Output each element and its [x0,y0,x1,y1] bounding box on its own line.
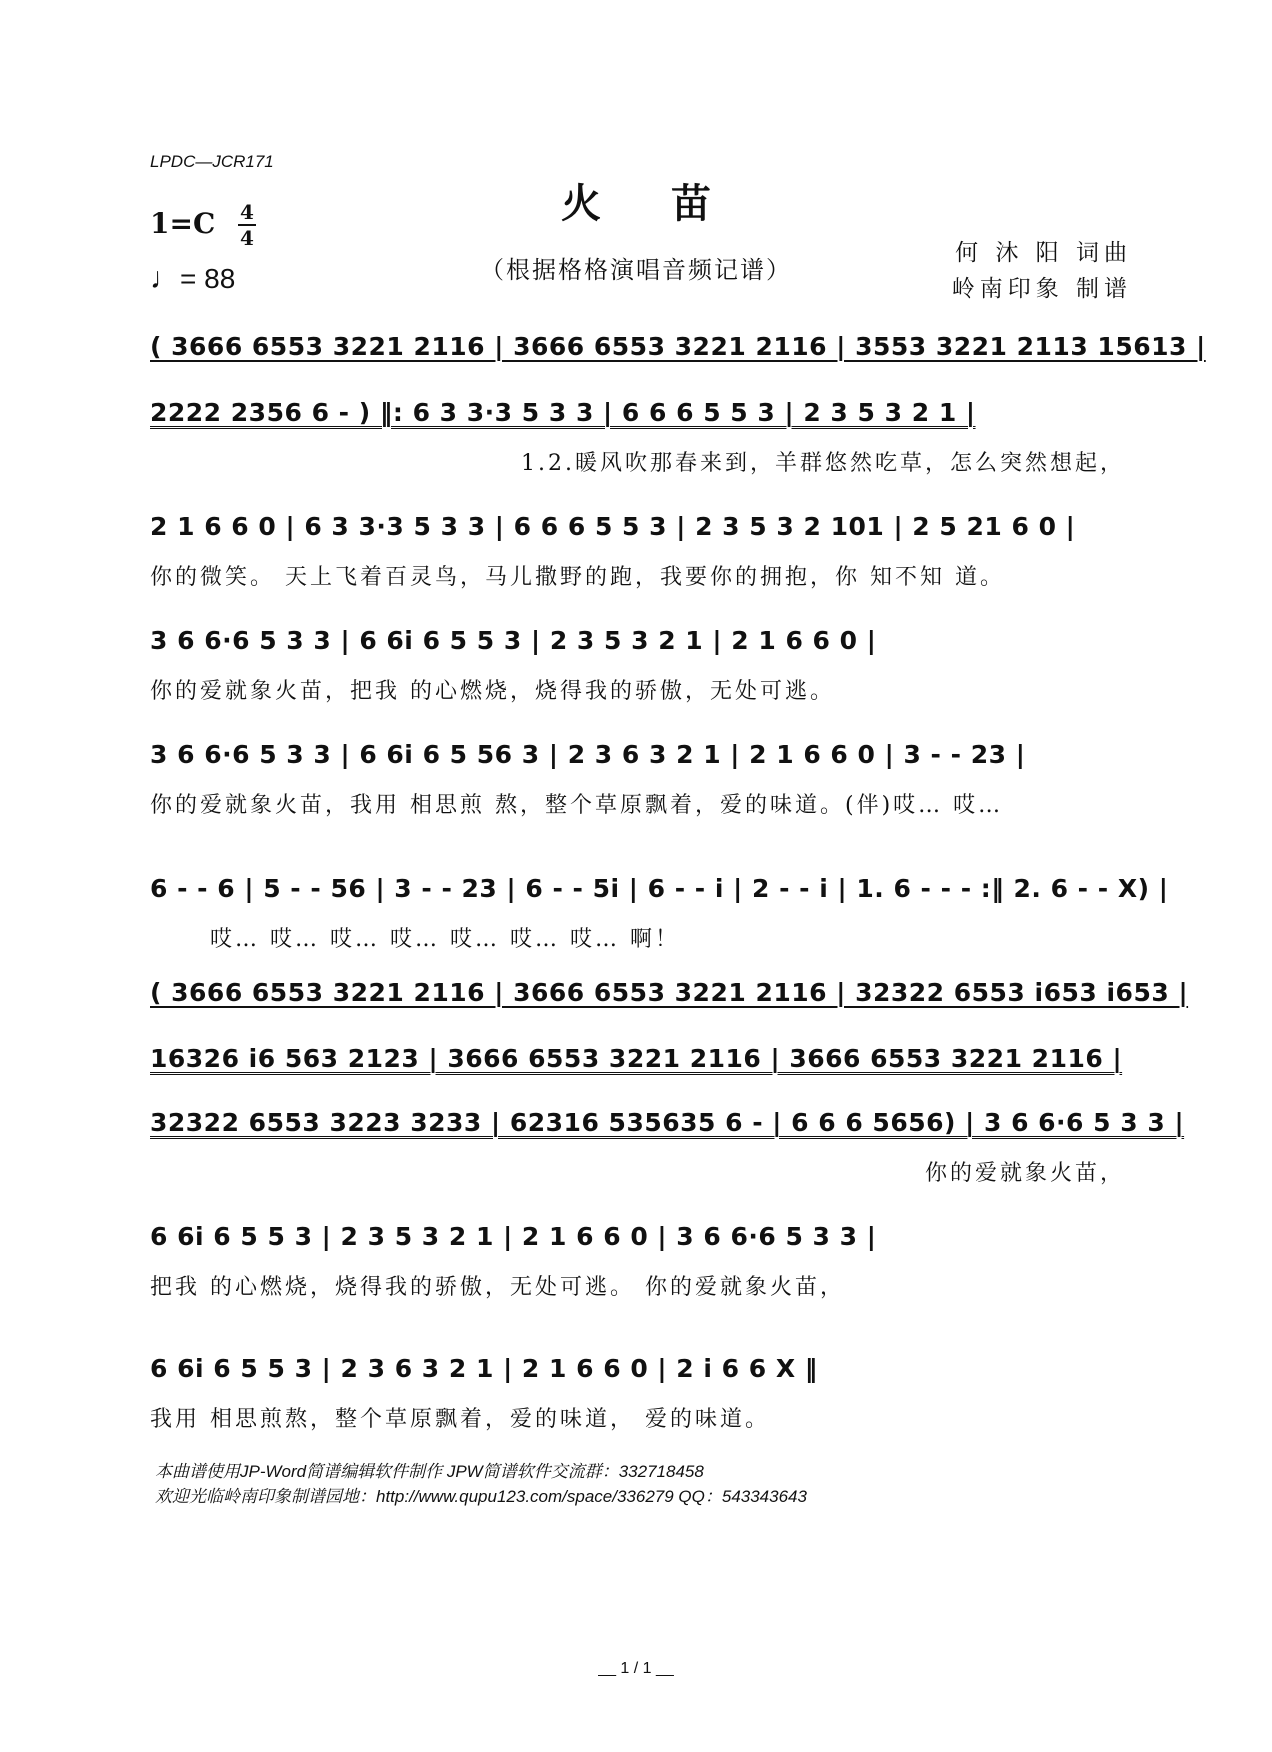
time-denominator: 4 [240,226,254,250]
score-code: LPDC—JCR171 [150,152,274,171]
score-row-3: 2 1 6 6 0 | 6 3 3·3 5 3 3 | 6 6 6 5 5 3 | 2 3 5 3 2 101 | 2 5 21 6 0 | [150,512,1076,541]
footer-software-note: 本曲谱使用JP-Word简谱编辑软件制作 JPW简谱软件交流群：332718458 [155,1462,704,1481]
tempo-marking [150,262,235,296]
score-row-11: 6 6i 6 5 5 3 | 2 3 6 3 2 1 | 2 1 6 6 0 | 2 i 6 6 X ‖ [150,1354,818,1383]
score-row-8: 16326 i6 563 2123 | 3666 6553 3221 2116 | 3666 6553 3221 2116 | [150,1044,1123,1073]
composer-credit: 何 沐 阳 词曲 [955,240,1132,266]
score-row-9: 32322 6553 3223 3233 | 62316 535635 6 - | 6 6 6 5656) | 3 6 6·6 5 3 3 | [150,1108,1185,1137]
score-row-4: 3 6 6·6 5 3 3 | 6 6i 6 5 5 3 | 2 3 5 3 2 1 | 2 1 6 6 0 | [150,626,877,655]
lyrics-row-11: 我用 相思煎熬，整个草原飘着，爱的味道， 爱的味道。 [150,1407,770,1432]
lyrics-row-4: 你的爱就象火苗，把我 的心燃烧，烧得我的骄傲，无处可逃。 [150,679,835,704]
time-numerator: 4 [240,200,254,224]
lyrics-row-6: 哎… 哎… 哎… 哎… 哎… 哎… 哎… 啊！ [210,927,680,952]
page-number: __ 1 / 1 __ [598,1660,674,1677]
page-subtitle: （根据格格演唱音频记谱） [480,256,792,284]
score-row-2: 2222 2356 6 - ) ‖: 6 3 3·3 5 3 3 | 6 6 6 5 5 3 | 2 3 5 3 2 1 | [150,398,976,427]
lyrics-row-10: 把我 的心燃烧，烧得我的骄傲，无处可逃。 你的爱就象火苗， [150,1275,845,1300]
lyrics-row-2: 1.2.暖风吹那春来到，羊群悠然吃草，怎么突然想起， [521,451,1125,476]
lyrics-row-5: 你的爱就象火苗，我用 相思煎 熬，整个草原飘着，爱的味道。(伴)哎… 哎… [150,793,1004,818]
lyrics-row-3: 你的微笑。 天上飞着百灵鸟，马儿撒野的跑，我要你的拥抱，你 知不知 道。 [150,565,1005,590]
lyrics-row-9: 你的爱就象火苗， [924,1161,1125,1186]
key-signature: 1=C [150,207,216,240]
score-row-1: ( 3666 6553 3221 2116 | 3666 6553 3221 2116 | 3553 3221 2113 15613 | [150,332,1206,361]
quarter-note-icon: ♩ [150,262,180,295]
tempo-value: = 88 [180,263,236,294]
arranger-credit: 岭南印象 制谱 [951,276,1132,302]
page-title: 火苗 [561,180,781,227]
score-row-10: 6 6i 6 5 5 3 | 2 3 5 3 2 1 | 2 1 6 6 0 | 3 6 6·6 5 3 3 | [150,1222,877,1251]
score-row-7: ( 3666 6553 3221 2116 | 3666 6553 3221 2116 | 32322 6553 i653 i653 | [150,978,1189,1007]
score-row-6: 6 - - 6 | 5 - - 56 | 3 - - 23 | 6 - - 5i | 6 - - i | 2 - - i | 1. 6 - - - :‖ 2. 6 - - X) | [150,874,1169,903]
score-row-5: 3 6 6·6 5 3 3 | 6 6i 6 5 56 3 | 2 3 6 3 2 1 | 2 1 6 6 0 | 3 - - 23 | [150,740,1026,769]
time-signature [238,202,256,248]
footer-website-note: 欢迎光临岭南印象制谱园地：http://www.qupu123.com/space/336279 QQ：543343643 [155,1487,807,1506]
